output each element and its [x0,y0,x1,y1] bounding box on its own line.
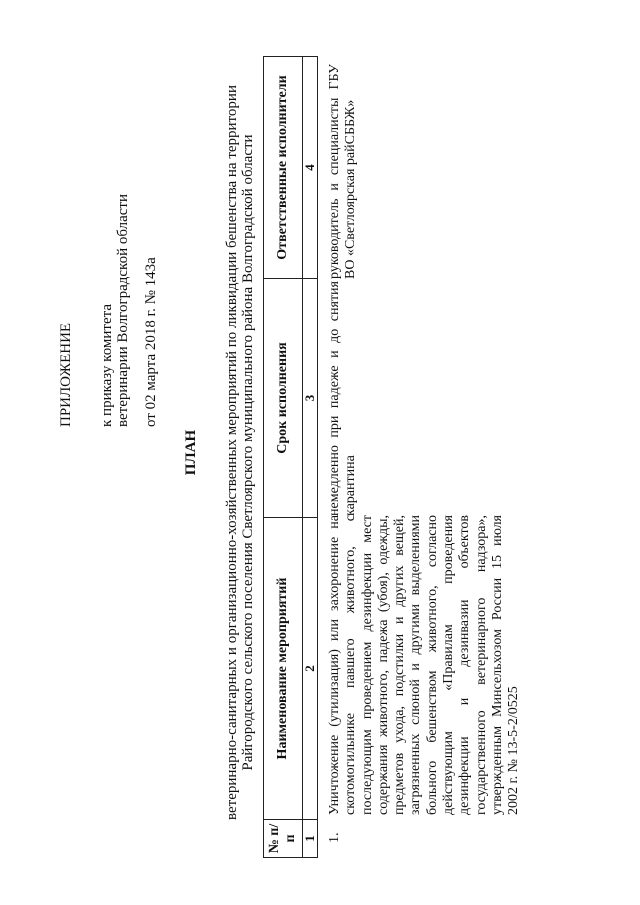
header-term: Срок исполнения [264,279,303,518]
order-reference-line1: к приказу комитета [99,303,115,427]
appendix-title: ПРИЛОЖЕНИЕ [58,322,74,427]
plan-subtitle-line1: ветеринарно-санитарных и организационно-хозяйственных мероприятий по ликвидации бешенства на территории [224,85,240,820]
column-number-row [303,57,318,858]
table-header-row [264,57,303,858]
header-action: Наименование мероприятий [264,518,303,820]
row-action-text: Уничтожение (утилизация) или захоронение на скотомогильнике павшего животного, с последующим проведением дезинфекции мест содержания животного, падежа (убоя), одежды, предметов ухода, подстилки и других вещей, загрязненных слюной и другими выделениями больного бешенством животного, согласно действующим «Правилам проведения дезинфекции и дезинвазии объектов государственного ветеринарного надзора», утвержденным Минсельхозом России 15 июля 2002 г. № 13-5-2/0525 [327,515,522,815]
row-responsible-text: руководитель и специалисты ГБУ ВО «Светлоярская райСББЖ» [327,64,359,279]
order-reference-line2: ветеринарии Волгоградской области [115,194,131,427]
order-date: от 02 марта 2018 г. № 143а [143,257,159,427]
column-number: 1 [303,820,318,858]
row-index: 1. [327,832,342,843]
column-number: 2 [303,518,318,820]
column-number: 4 [303,57,318,279]
plan-title: ПЛАН [183,429,199,476]
plan-table [263,56,318,858]
header-index: № п/п [264,820,303,858]
header-responsible: Ответственные исполнители [264,57,303,279]
plan-subtitle-line2: Райгородского сельского поселения Светлоярского муниципального района Волгоградской области [240,134,256,771]
row-term-text: немедленно при падеже и до снятия карантина [327,281,359,516]
column-number: 3 [303,279,318,518]
